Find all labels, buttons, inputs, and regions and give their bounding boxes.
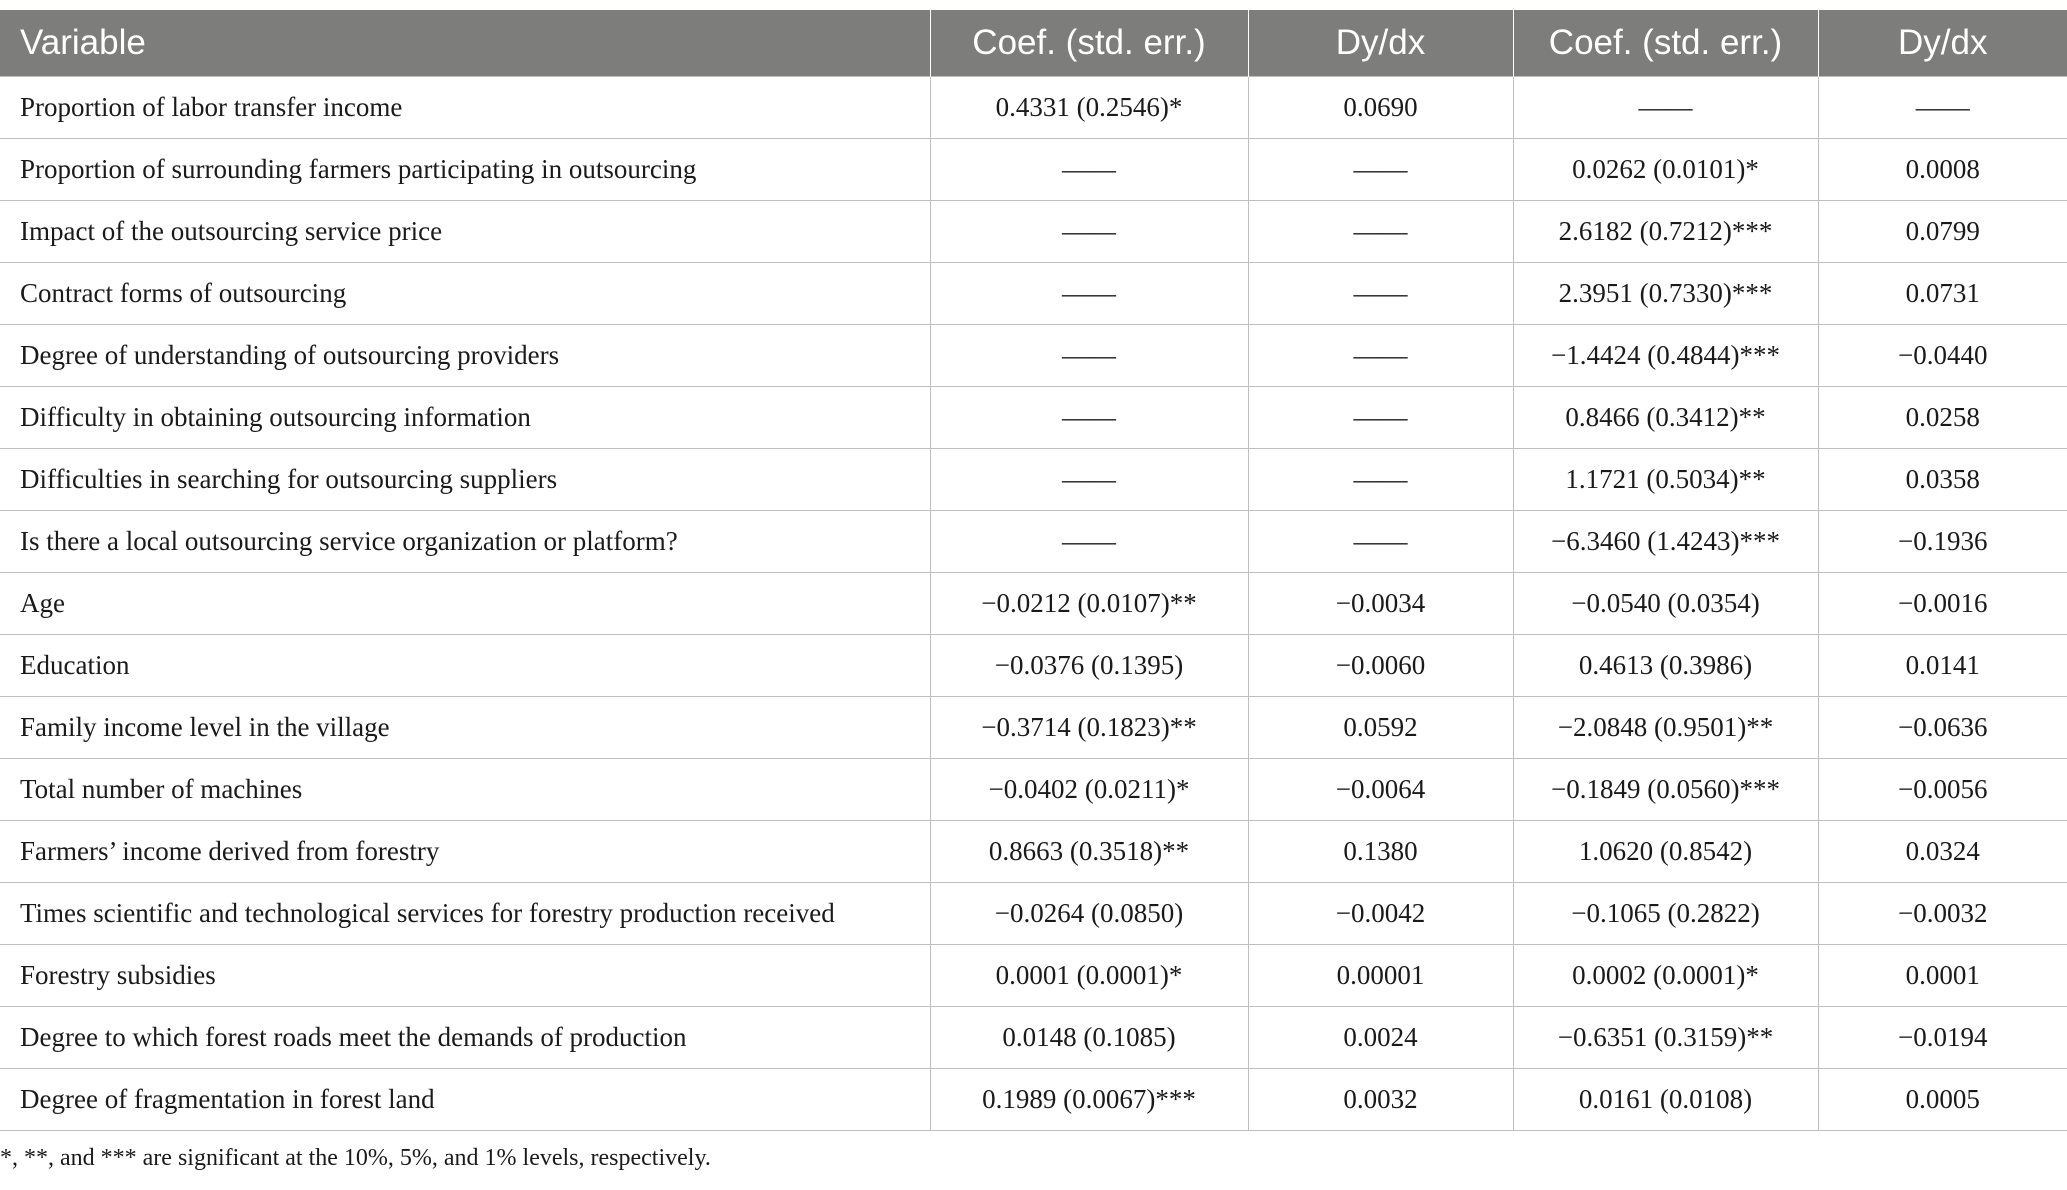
coef-1-cell: —— xyxy=(930,325,1248,387)
variable-cell: Is there a local outsourcing service organization or platform? xyxy=(0,511,930,573)
coef-1-cell: −0.0264 (0.0850) xyxy=(930,883,1248,945)
dydx-1-cell: —— xyxy=(1248,201,1513,263)
coef-2-cell: −0.1065 (0.2822) xyxy=(1513,883,1818,945)
dydx-2-cell: 0.0005 xyxy=(1818,1069,2067,1131)
coef-1-cell: −0.0212 (0.0107)** xyxy=(930,573,1248,635)
table-row xyxy=(0,635,2067,697)
variable-cell: Degree of understanding of outsourcing providers xyxy=(0,325,930,387)
dydx-2-cell: —— xyxy=(1818,77,2067,139)
coef-2-cell: −2.0848 (0.9501)** xyxy=(1513,697,1818,759)
dydx-1-cell: —— xyxy=(1248,139,1513,201)
header-variable: Variable xyxy=(0,10,930,77)
coef-2-cell: −1.4424 (0.4844)*** xyxy=(1513,325,1818,387)
variable-cell: Farmers’ income derived from forestry xyxy=(0,821,930,883)
table-row xyxy=(0,387,2067,449)
dydx-2-cell: 0.0008 xyxy=(1818,139,2067,201)
variable-cell: Age xyxy=(0,573,930,635)
table-row xyxy=(0,945,2067,1007)
coef-2-cell: 1.1721 (0.5034)** xyxy=(1513,449,1818,511)
coef-2-cell: —— xyxy=(1513,77,1818,139)
dydx-2-cell: −0.0194 xyxy=(1818,1007,2067,1069)
coef-2-cell: −6.3460 (1.4243)*** xyxy=(1513,511,1818,573)
dydx-1-cell: 0.1380 xyxy=(1248,821,1513,883)
dydx-1-cell: —— xyxy=(1248,263,1513,325)
coef-2-cell: −0.6351 (0.3159)** xyxy=(1513,1007,1818,1069)
dydx-2-cell: 0.0731 xyxy=(1818,263,2067,325)
coef-2-cell: 2.3951 (0.7330)*** xyxy=(1513,263,1818,325)
coef-2-cell: −0.0540 (0.0354) xyxy=(1513,573,1818,635)
coef-1-cell: —— xyxy=(930,387,1248,449)
variable-cell: Family income level in the village xyxy=(0,697,930,759)
coef-1-cell: 0.0148 (0.1085) xyxy=(930,1007,1248,1069)
dydx-2-cell: 0.0799 xyxy=(1818,201,2067,263)
dydx-2-cell: 0.0324 xyxy=(1818,821,2067,883)
dydx-2-cell: −0.0016 xyxy=(1818,573,2067,635)
coef-2-cell: 0.0002 (0.0001)* xyxy=(1513,945,1818,1007)
coef-1-cell: 0.1989 (0.0067)*** xyxy=(930,1069,1248,1131)
table-row xyxy=(0,573,2067,635)
variable-cell: Total number of machines xyxy=(0,759,930,821)
dydx-2-cell: −0.0032 xyxy=(1818,883,2067,945)
coef-1-cell: —— xyxy=(930,139,1248,201)
variable-cell: Degree of fragmentation in forest land xyxy=(0,1069,930,1131)
table-row xyxy=(0,201,2067,263)
results-table xyxy=(0,10,2067,1131)
coef-2-cell: 0.0161 (0.0108) xyxy=(1513,1069,1818,1131)
dydx-1-cell: —— xyxy=(1248,449,1513,511)
dydx-2-cell: −0.1936 xyxy=(1818,511,2067,573)
variable-cell: Education xyxy=(0,635,930,697)
coef-1-cell: 0.4331 (0.2546)* xyxy=(930,77,1248,139)
table-row xyxy=(0,77,2067,139)
dydx-1-cell: 0.0024 xyxy=(1248,1007,1513,1069)
variable-cell: Proportion of surrounding farmers participating in outsourcing xyxy=(0,139,930,201)
dydx-2-cell: 0.0358 xyxy=(1818,449,2067,511)
table-row xyxy=(0,263,2067,325)
header-coef-2: Coef. (std. err.) xyxy=(1513,10,1818,77)
dydx-1-cell: 0.0690 xyxy=(1248,77,1513,139)
dydx-1-cell: −0.0034 xyxy=(1248,573,1513,635)
variable-cell: Degree to which forest roads meet the demands of production xyxy=(0,1007,930,1069)
table-footnote: *, **, and *** are significant at the 10%, 5%, and 1% levels, respectively. xyxy=(0,1145,711,1171)
coef-1-cell: −0.3714 (0.1823)** xyxy=(930,697,1248,759)
header-coef-1: Coef. (std. err.) xyxy=(930,10,1248,77)
coef-2-cell: −0.1849 (0.0560)*** xyxy=(1513,759,1818,821)
coef-1-cell: 0.0001 (0.0001)* xyxy=(930,945,1248,1007)
variable-cell: Proportion of labor transfer income xyxy=(0,77,930,139)
dydx-2-cell: 0.0001 xyxy=(1818,945,2067,1007)
coef-2-cell: 0.8466 (0.3412)** xyxy=(1513,387,1818,449)
table-row xyxy=(0,449,2067,511)
coef-1-cell: 0.8663 (0.3518)** xyxy=(930,821,1248,883)
coef-2-cell: 1.0620 (0.8542) xyxy=(1513,821,1818,883)
header-dydx-1: Dy/dx xyxy=(1248,10,1513,77)
variable-cell: Impact of the outsourcing service price xyxy=(0,201,930,263)
dydx-1-cell: —— xyxy=(1248,325,1513,387)
table-row xyxy=(0,511,2067,573)
table-row xyxy=(0,325,2067,387)
dydx-1-cell: −0.0060 xyxy=(1248,635,1513,697)
dydx-2-cell: 0.0141 xyxy=(1818,635,2067,697)
variable-cell: Contract forms of outsourcing xyxy=(0,263,930,325)
coef-1-cell: −0.0376 (0.1395) xyxy=(930,635,1248,697)
table-row xyxy=(0,139,2067,201)
coef-2-cell: 2.6182 (0.7212)*** xyxy=(1513,201,1818,263)
dydx-1-cell: —— xyxy=(1248,387,1513,449)
table-row xyxy=(0,821,2067,883)
variable-cell: Times scientific and technological services for forestry production received xyxy=(0,883,930,945)
dydx-2-cell: −0.0636 xyxy=(1818,697,2067,759)
table-row xyxy=(0,759,2067,821)
table-row xyxy=(0,1069,2067,1131)
variable-cell: Forestry subsidies xyxy=(0,945,930,1007)
dydx-2-cell: 0.0258 xyxy=(1818,387,2067,449)
variable-cell: Difficulty in obtaining outsourcing information xyxy=(0,387,930,449)
dydx-1-cell: 0.0032 xyxy=(1248,1069,1513,1131)
variable-cell: Difficulties in searching for outsourcing suppliers xyxy=(0,449,930,511)
dydx-1-cell: —— xyxy=(1248,511,1513,573)
header-dydx-2: Dy/dx xyxy=(1818,10,2067,77)
table-header-row xyxy=(0,10,2067,77)
dydx-1-cell: 0.0592 xyxy=(1248,697,1513,759)
dydx-1-cell: −0.0042 xyxy=(1248,883,1513,945)
dydx-2-cell: −0.0440 xyxy=(1818,325,2067,387)
coef-2-cell: 0.4613 (0.3986) xyxy=(1513,635,1818,697)
results-table-container xyxy=(0,10,2067,1131)
coef-1-cell: −0.0402 (0.0211)* xyxy=(930,759,1248,821)
coef-1-cell: —— xyxy=(930,201,1248,263)
table-body xyxy=(0,77,2067,1131)
coef-2-cell: 0.0262 (0.0101)* xyxy=(1513,139,1818,201)
dydx-1-cell: 0.00001 xyxy=(1248,945,1513,1007)
dydx-2-cell: −0.0056 xyxy=(1818,759,2067,821)
coef-1-cell: —— xyxy=(930,449,1248,511)
coef-1-cell: —— xyxy=(930,511,1248,573)
dydx-1-cell: −0.0064 xyxy=(1248,759,1513,821)
table-row xyxy=(0,1007,2067,1069)
table-row xyxy=(0,697,2067,759)
coef-1-cell: —— xyxy=(930,263,1248,325)
table-row xyxy=(0,883,2067,945)
